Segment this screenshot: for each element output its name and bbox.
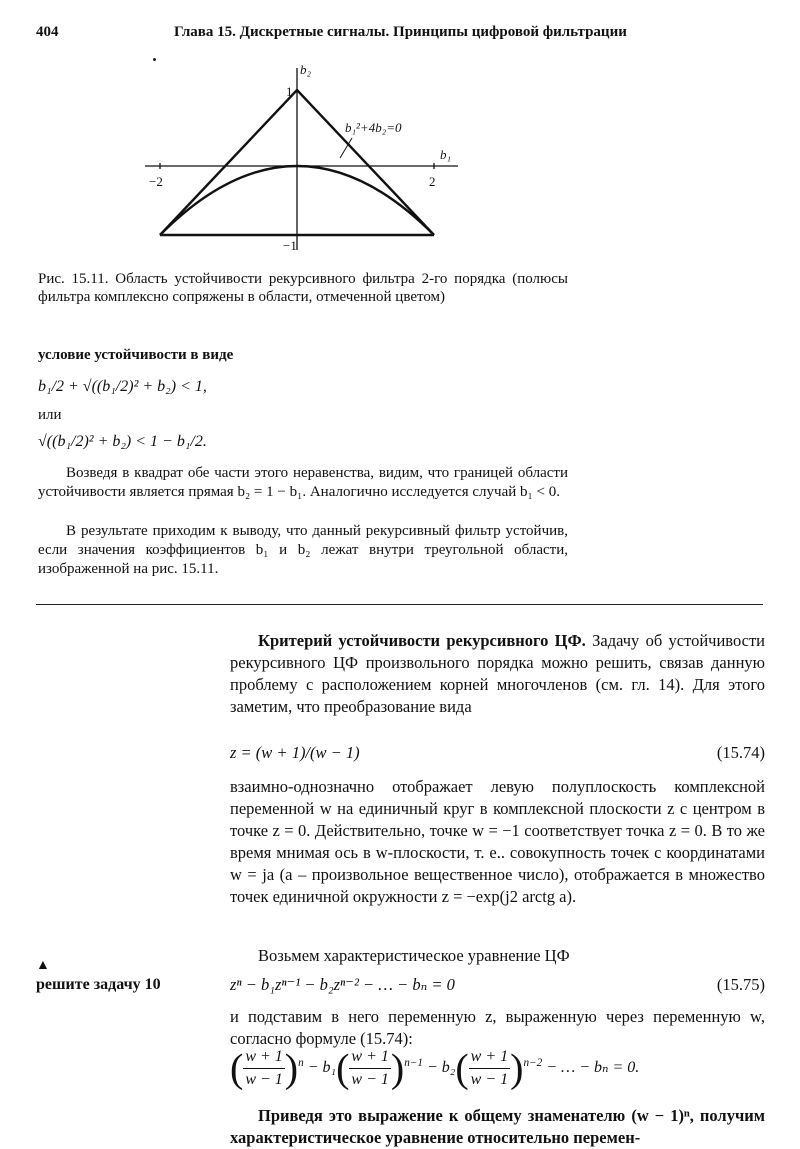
running-title: Глава 15. Дискретные сигналы. Принципы цифровой фильтрации (174, 24, 627, 40)
curve-label: b₁²+4b₂=0 (345, 120, 402, 135)
page-number: 404 (36, 24, 59, 40)
tick-label-top: 1 (286, 84, 293, 99)
equation-15-75 (230, 974, 765, 996)
equation-substituted: ( $\frac{w + 1}{w - 1}$ )$^n$ − b₁( $\frac{w + 1}{w - 1}$ )$^{n-1}$ − b₂( $\frac{w + 1}{w - 1}$ )$^{n-2}$ − … − bₙ = 0. (230, 1045, 640, 1091)
section-divider (36, 604, 763, 605)
equation-number-15-75: (15.75) (716, 975, 765, 994)
equation-term-b2: − b₂ (426, 1059, 456, 1077)
paragraph-common-denominator: Приведя это выражение к общему знаменателю (w − 1)ⁿ, получим характеристическое уравнение относительно перемен- (230, 1106, 765, 1147)
paragraph-boundary: Возведя в квадрат обе части этого неравенства, видим, что границей области устойчивости является прямая b₂ = 1 − b₁. Аналогично исследуется случай b₁ < 0. (38, 465, 568, 500)
paragraph-criterion (230, 630, 765, 718)
tick-label-right: 2 (429, 174, 436, 189)
equation-tail: − … − bₙ = 0. (546, 1059, 640, 1077)
triangle-marker-icon: ▲ (36, 958, 50, 973)
section-heading: Критерий устойчивости рекурсивного ЦФ. (258, 631, 586, 650)
equation-term-b1: − b₁ (307, 1059, 337, 1077)
text-or: или (38, 407, 62, 423)
x-axis-label: b₁ (440, 147, 452, 162)
y-axis-label: b₂ (300, 62, 312, 77)
equation-15-74 (230, 742, 765, 764)
equation-15-74-body: z = (w + 1)/(w − 1) (230, 743, 360, 762)
margin-task-note: решите задачу 10 (36, 976, 161, 993)
paragraph-substitute: и подставим в него переменную z, выраженную через переменную w, согласно формуле (15.74): (230, 1007, 765, 1048)
equation-15-75-body: zⁿ − b₁zⁿ⁻¹ − b₂zⁿ⁻² − … − bₙ = 0 (230, 975, 455, 994)
paragraph-conclusion: В результате приходим к выводу, что данный рекурсивный фильтр устойчив, если значения коэффициентов b₁ и b₂ лежат внутри треугольной области, изображенной на рис. 15.11. (38, 523, 568, 577)
paragraph-characteristic: Возьмем характеристическое уравнение ЦФ (258, 946, 570, 965)
figure-caption: Рис. 15.11. Область устойчивости рекурсивного фильтра 2-го порядка (полюсы фильтра комплексно сопряжены в области, отмеченной цветом) (38, 271, 568, 305)
tick-label-left: −2 (149, 174, 163, 189)
inequality-2: √((b₁/2)² + b₂) < 1 − b₁/2. (38, 433, 207, 450)
equation-number-15-74: (15.74) (716, 743, 765, 762)
inequality-1: b₁/2 + √((b₁/2)² + b₂) < 1, (38, 378, 207, 395)
criterion-text: Задачу об устойчивости рекурсивного ЦФ произвольного порядка можно решить, связав данную проблему с расположением корней многочленов (см. гл. 14). Для этого заметим, что преобразование вида (230, 631, 766, 716)
paragraph-condition: условие устойчивости в виде (38, 347, 234, 363)
stability-triangle-figure (140, 60, 460, 260)
tick-label-bottom: −1 (283, 238, 297, 253)
paragraph-mapping: взаимно-однозначно отображает левую полуплоскость комплексной переменной w на единичный круг в комплексной плоскости z с центром в точке z = 0. Действительно, точке w = −1 соответствует точка z = 0. В то же время мнимая ось в w-плоскости, т. е.. совокупность точек с координатами w = ja (a – произвольное вещественное число), отображается в множество точек единичной окружности z = −exp(j2 arctg a). (230, 777, 765, 906)
